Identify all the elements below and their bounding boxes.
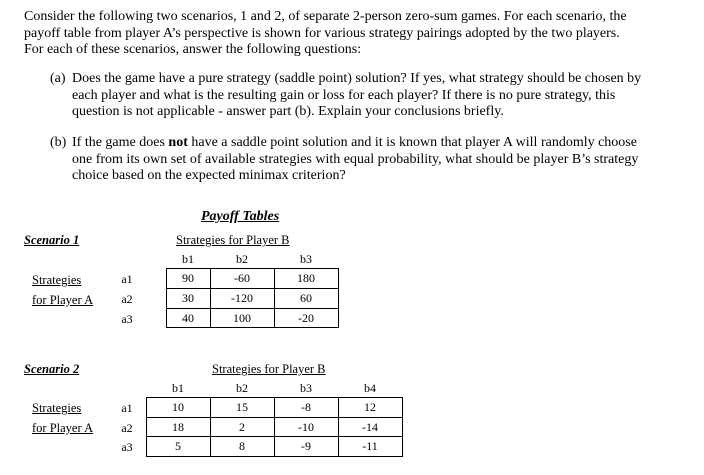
intro-line: For each of these scenarios, answer the following questions: (24, 42, 362, 57)
scenario-2-column-header: Strategies for Player B (212, 362, 326, 376)
table-cell: 12 (364, 400, 376, 414)
table-cell: 30 (182, 291, 194, 305)
table-cell: -120 (231, 291, 253, 305)
question-b-line: choice based on the expected minimax criterion? (72, 168, 346, 183)
question-a-line: question is not applicable - answer part (b). Explain your conclusions briefly. (72, 104, 504, 119)
scenario-1-column-header: Strategies for Player B (176, 233, 290, 247)
scenario-1-row-label-strategies: Strategies (32, 273, 82, 287)
scenario-2-row-a1: a1 (121, 401, 133, 415)
scenario-2-row-a3: a3 (121, 440, 133, 454)
table-cell: 15 (236, 400, 248, 414)
question-a-line: Does the game have a pure strategy (saddle point) solution? If yes, what strategy should be chosen by (72, 71, 642, 86)
emphasis-not: not (168, 135, 188, 150)
question-b-line: If the game does not have a saddle point solution and it is known that player A will randomly choose (72, 135, 637, 150)
scenario-2-title: Scenario 2 (24, 362, 80, 376)
scenario-1-col-b2: b2 (236, 252, 248, 266)
scenario-1-title: Scenario 1 (24, 233, 80, 247)
table-cell: -14 (362, 420, 378, 434)
scenario-2-col-b3: b3 (300, 381, 312, 395)
table-cell: 10 (172, 400, 184, 414)
question-a-label: (a) (50, 71, 66, 86)
scenario-1-row-label-player-a: for Player A (32, 293, 94, 307)
scenario-2-col-b4: b4 (364, 381, 376, 395)
scenario-2-row-a2: a2 (121, 421, 133, 435)
question-b-label: (b) (50, 135, 67, 150)
scenario-2-row-label-player-a: for Player A (32, 421, 94, 435)
scenario-1-col-b1: b1 (182, 252, 194, 266)
table-cell: -20 (298, 311, 314, 325)
table-cell: 18 (172, 420, 184, 434)
table-border (402, 397, 403, 457)
scenario-2-col-b1: b1 (172, 381, 184, 395)
table-cell: -10 (298, 420, 314, 434)
table-cell: 2 (239, 420, 245, 434)
table-cell: 40 (182, 311, 194, 325)
intro-line: payoff table from player A’s perspective is shown for various strategy pairings adopted by the two players. (24, 25, 620, 41)
scenario-1-row-a1: a1 (121, 272, 133, 286)
question-a-line: each player and what is the resulting gain or loss for each player? If there is no pure strategy, this (72, 87, 616, 103)
table-cell: -11 (362, 439, 378, 453)
scenario-1-row-a3: a3 (121, 312, 133, 326)
intro-paragraph (24, 9, 627, 59)
table-cell: 100 (233, 311, 251, 325)
table-cell: 180 (297, 271, 315, 285)
scenario-1-row-a2: a2 (121, 292, 133, 306)
question-a-text (72, 71, 641, 121)
table-cell: 90 (182, 271, 194, 285)
table-cell: 8 (239, 439, 245, 453)
payoff-tables-title: Payoff Tables (201, 209, 280, 224)
question-b-line: one from its own set of available strategies with equal probability, what should be player B’s strategy (72, 151, 639, 167)
table-cell: -60 (234, 271, 250, 285)
scenario-2-col-b2: b2 (236, 381, 248, 395)
question-b-text (72, 135, 638, 185)
table-cell: -8 (301, 400, 311, 414)
scenario-1-col-b3: b3 (300, 252, 312, 266)
scenario-2-row-label-strategies: Strategies (32, 401, 82, 415)
table-cell: 60 (300, 291, 312, 305)
table-border (338, 268, 339, 328)
table-cell: 5 (175, 439, 181, 453)
table-cell: -9 (301, 439, 311, 453)
intro-line: Consider the following two scenarios, 1 and 2, of separate 2-person zero-sum games. For each scenario, the (24, 9, 627, 24)
